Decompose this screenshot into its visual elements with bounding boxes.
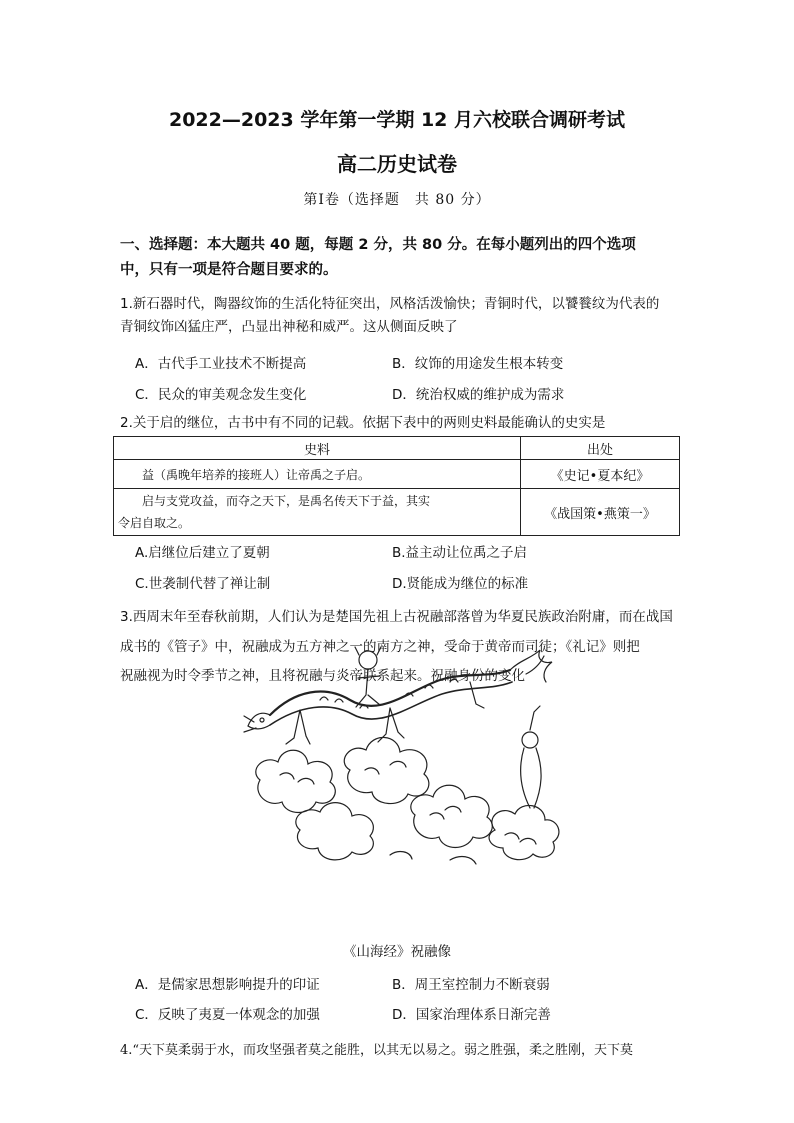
table-row	[114, 460, 680, 489]
q4-stem-line1: 4.“天下莫柔弱于水，而攻坚强者莫之能胜，以其无以易之。弱之胜强，柔之胜刚，天下莫	[120, 1043, 634, 1058]
exam-title: 2022—2023 学年第一学期 12 月六校联合调研考试	[168, 109, 626, 131]
q3-option-d: D．国家治理体系日渐完善	[392, 1007, 551, 1023]
q1-stem-line2: 青铜纹饰凶猛庄严，凸显出神秘和威严。这从侧面反映了	[120, 319, 458, 335]
q2-option-a: A.启继位后建立了夏朝	[135, 545, 270, 561]
table-cell-text: 益（禹晚年培养的接班人）让帝禹之子启。	[114, 460, 521, 489]
q3-option-c: C．反映了夷夏一体观念的加强	[135, 1007, 320, 1023]
section-instructions-line2: 中，只有一项是符合题目要求的。	[120, 262, 338, 278]
table-header-origin: 出处	[521, 437, 680, 460]
table-cell-source: 《史记•夏本纪》	[521, 460, 680, 489]
part-title: 第Ⅰ卷（选择题 共 80 分）	[303, 192, 491, 208]
q2-option-c: C.世袭制代替了禅让制	[135, 576, 271, 592]
q2-option-b: B.益主动让位禹之子启	[392, 545, 528, 561]
q1-option-d: D．统治权威的维护成为需求	[392, 387, 565, 403]
q1-option-a: A．古代手工业技术不断提高	[135, 356, 307, 372]
exam-subject-title: 高二历史试卷	[337, 152, 457, 176]
zhurong-illustration	[240, 630, 570, 875]
illustration-caption: 《山海经》祝融像	[343, 944, 451, 960]
q1-option-b: B．纹饰的用途发生根本转变	[392, 356, 564, 372]
q2-option-d: D.贤能成为继位的标准	[392, 576, 529, 592]
table-cell-text-line1: 启与支党攻益，而夺之天下，是禹名传天下于益，其实	[142, 494, 431, 508]
q3-option-a: A．是儒家思想影响提升的印证	[135, 977, 320, 993]
table-cell-text-line2: 令启自取之。	[118, 516, 191, 530]
table-header-source-text: 史料	[114, 437, 521, 460]
table-row	[114, 489, 680, 536]
q1-stem-line1: 1.新石器时代，陶器纹饰的生活化特征突出，风格活泼愉快；青铜时代，以饕餮纹为代表的	[120, 296, 660, 312]
q2-stem: 2.关于启的继位，古书中有不同的记载。依据下表中的两则史料最能确认的史实是	[120, 415, 606, 431]
table-cell-source: 《战国策•燕策一》	[521, 489, 680, 536]
q3-option-b: B．周王室控制力不断衰弱	[392, 977, 550, 993]
q3-stem-line3: 祝融视为时令季节之神，且将祝融与炎帝联系起来。祝融身份的变化	[120, 668, 525, 684]
q3-stem-line1: 3.西周末年至春秋前期，人们认为是楚国先祖上古祝融部落曾为华夏民族政治附庸，而在战国	[120, 609, 673, 625]
q2-source-table	[113, 436, 680, 536]
section-instructions-line1: 一、选择题：本大题共 40 题，每题 2 分，共 80 分。在每小题列出的四个选项	[120, 237, 636, 253]
q1-option-c: C．民众的审美观念发生变化	[135, 387, 307, 403]
table-cell-text	[114, 489, 521, 536]
q3-stem-line2: 成书的《管子》中，祝融成为五方神之一的南方之神，受命于黄帝而司徒；《礼记》则把	[120, 639, 640, 655]
